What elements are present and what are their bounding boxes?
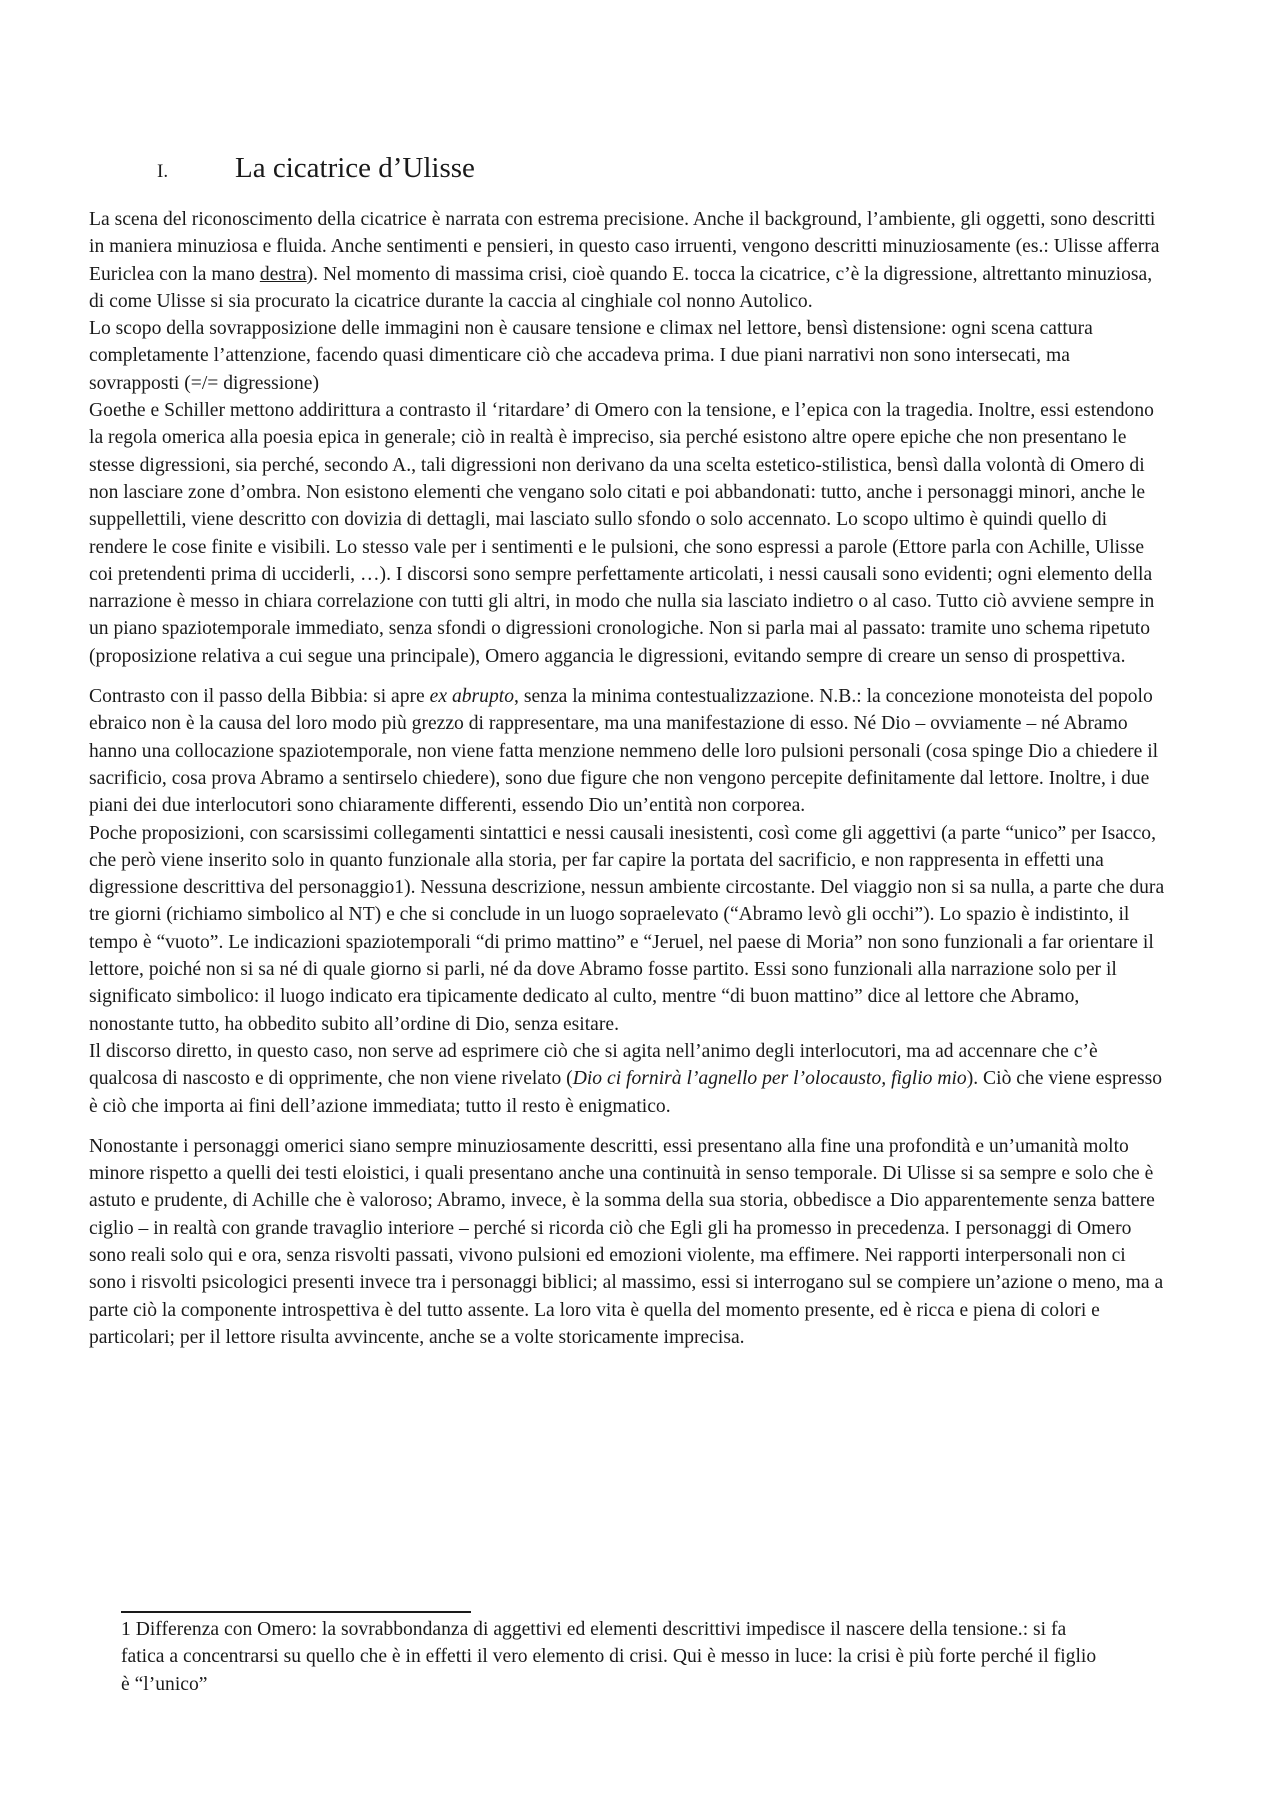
- paragraph-6-text-b: ). Ciò che viene espresso è ciò che importa ai fini dell’azione immediata; tutto il resto è enigmatico.: [89, 1068, 1163, 1117]
- section-heading: [89, 150, 1165, 190]
- underlined-word: destra: [259, 263, 307, 285]
- paragraph-4: [89, 683, 1165, 819]
- paragraph-1: [89, 206, 1165, 315]
- section-number: I.: [157, 161, 169, 182]
- section-title: La cicatrice d’Ulisse: [235, 152, 475, 184]
- paragraph-4-text-a: Contrasto con il passo della Bibbia: si apre: [89, 686, 430, 708]
- paragraph-1-text-a: La scena del riconoscimento della cicatrice è narrata con estrema precisione. Anche il background, l’ambiente, gli oggetti, sono descritti in maniera minuziosa e fluida. Anche sentimenti e pensieri, in questo caso irruenti, vengono descritti minuziosamente (es.: Ulisse afferra Euriclea con la mano: [89, 209, 1160, 285]
- paragraph-5-text-b: ). Nessuna descrizione, nessun ambiente circostante. Del viaggio non si sa nulla, a parte che dura tre giorni (richiamo simbolico al NT) e che si conclude in un luogo sopraelevato (“Abramo levò gli occhi”). Lo spazio è indistinto, il tempo è “vuoto”. Le indicazioni spaziotemporali “di primo mattino” e “Jeruel, nel paese di Moria” non sono funzionali a far orientare il lettore, poiché non si sa né di quale giorno si parli, né da dove Abramo fosse partito. Essi sono funzionali alla narrazione solo per il significato simbolico: il luogo indicato era tipicamente dedicato al culto, mentre “di buon mattino” dice al lettore che Abramo, nonostante tutto, ha obbedito subito all’ordine di Dio, senza esitare.: [89, 877, 1165, 1035]
- paragraph-1-text-b: ). Nel momento di massima crisi, cioè quando E. tocca la cicatrice, c’è la digressione, altrettanto minuziosa, di come Ulisse si sia procurato la cicatrice durante la caccia al cinghiale col nonno Autolico.: [89, 263, 1153, 312]
- paragraph-5-text-a: Poche proposizioni, con scarsissimi collegamenti sintattici e nessi causali inesistenti, così come gli aggettivi (a parte “unico” per Isacco, che però viene inserito solo in quanto funzionale alla storia, per far capire la portata del sacrificio, e non rappresenta in effetti una digressione descrittiva del personaggio: [89, 822, 1156, 899]
- footnote-number: 1: [121, 1619, 131, 1640]
- paragraph-3: Goethe e Schiller mettono addirittura a contrasto il ‘ritardare’ di Omero con la tensione, e l’epica con la tragedia. Inoltre, essi estendono la regola omerica alla poesia epica in generale; ciò in realtà è impreciso, sia perché esistono altre opere epiche che non presentano le stesse digressioni, sia perché, secondo A., tali digressioni non derivano da una scelta estetico-stilistica, bensì dalla volontà di Omero di non lasciare zone d’ombra. Non esistono elementi che vengano solo citati e poi abbandonati: tutto, anche i personaggi minori, anche le suppellettili, viene descritto con dovizia di dettagli, mai lasciato sullo sfondo o solo accennato. Lo scopo ultimo è quindi quello di rendere le cose finite e visibili. Lo stesso vale per i sentimenti e le pulsioni, che sono espressi a parole (Ettore parla con Achille, Ulisse coi pretendenti prima di ucciderli, …). I discorsi sono sempre perfettamente articolati, i nessi causali sono evidenti; ogni elemento della narrazione è messo in chiara correlazione con tutti gli altri, in modo che nulla sia lasciato indietro o al caso. Tutto ciò avviene sempre in un piano spaziotemporale immediato, senza sfondi o digressioni cronologiche. Non si parla mai al passato: tramite uno schema ripetuto (proposizione relativa a cui segue una principale), Omero aggancia le digressioni, evitando sempre di creare un senso di prospettiva.: [89, 400, 1155, 667]
- paragraph-2: Lo scopo della sovrapposizione delle immagini non è causare tensione e climax nel lettore, bensì distensione: ogni scena cattura completamente l’attenzione, facendo quasi dimenticare ciò che accadeva prima. I due piani narrativi non sono intersecati, ma sovrapposti (=/= digressione): [89, 318, 1093, 394]
- document-page: [89, 150, 1165, 1351]
- footnote-reference[interactable]: 1: [394, 877, 405, 899]
- paragraph-5: [89, 820, 1165, 1038]
- paragraph-6-text-a: Il discorso diretto, in questo caso, non serve ad esprimere ciò che si agita nell’animo degli interlocutori, ma ad accennare che c’è qualcosa di nascosto e di opprimente, che non viene rivelato (: [89, 1040, 1098, 1090]
- footnote: [121, 1616, 1101, 1698]
- paragraph-7: Nonostante i personaggi omerici siano sempre minuziosamente descritti, essi presentano alla fine una profondità e un’umanità molto minore rispetto a quelli dei testi eloistici, i quali presentano anche una continuità in senso temporale. Di Ulisse si sa sempre e solo che è astuto e prudente, di Achille che è valoroso; Abramo, invece, è la somma della sua storia, obbedisce a Dio apparentemente senza battere ciglio – in realtà con grande travaglio interiore – perché si ricorda ciò che Egli gli ha promesso in precedenza. I personaggi di Omero sono reali solo qui e ora, senza risvolti passati, vivono pulsioni ed emozioni violente, ma effimere. Nei rapporti interpersonali non ci sono i risvolti psicologici presenti invece tra i personaggi biblici; al massimo, essi si interrogano sul se compiere un’azione o meno, ma a parte ciò la componente introspettiva è del tutto assente. La loro vita è quella del momento presente, ed è ricca e piena di colori e particolari; per il lettore risulta avvincente, anche se a volte storicamente imprecisa.: [89, 1135, 1164, 1348]
- italic-phrase: ex abrupto: [429, 686, 515, 708]
- paragraph-4-text-b: , senza la minima contestualizzazione. N.B.: la concezione monoteista del popolo ebraico non è la causa del loro modo più grezzo di rappresentare, ma una manifestazione di esso. Né Dio – ovviamente – né Abramo hanno una collocazione spaziotemporale, non viene fatta menzione nemmeno delle loro pulsioni personali (cosa spinge Dio a chiedere il sacrificio, cosa prova Abramo a sentirselo chiedere), sono due figure che non vengono percepite definitamente dal lettore. Inoltre, i due piani dei due interlocutori sono chiaramente differenti, essendo Dio un’entità non corporea.: [89, 686, 1159, 817]
- footnote-separator: [121, 1611, 471, 1613]
- italic-quote: Dio ci fornirà l’agnello per l’olocausto, figlio mio: [572, 1068, 967, 1090]
- paragraph-6: [89, 1038, 1165, 1120]
- footnote-text: Differenza con Omero: la sovrabbondanza di aggettivi ed elementi descrittivi impedisce il nascere della tensione.: si fa fatica a concentrarsi su quello che è in effetti il vero elemento di crisi. Qui è messo in luce: la crisi è più forte perché il figlio è “l’unico”: [121, 1619, 1097, 1695]
